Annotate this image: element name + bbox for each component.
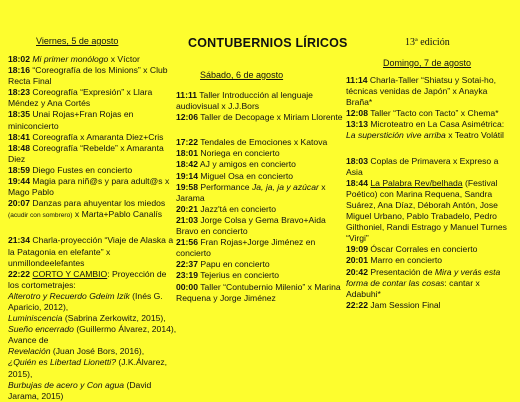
schedule-text: Marro en concierto <box>367 255 443 266</box>
schedule-time: 12:08 <box>346 108 368 119</box>
schedule-text: Noriega en concierto <box>197 148 280 159</box>
schedule-text: Jorge Colsa y Gema Bravo+Aida Bravo en concierto <box>176 214 326 237</box>
schedule-text: Presentación de <box>367 266 435 277</box>
schedule-item <box>8 357 178 379</box>
schedule-time: 22:22 <box>8 268 30 279</box>
schedule-time: 00:00 <box>176 281 198 292</box>
schedule-text: x Jarama <box>176 181 326 203</box>
schedule-text: Coreografía x Amaranta Diez+Cris <box>29 131 164 142</box>
schedule-time: 11:11 <box>176 90 198 100</box>
schedule-title: La superstición vive arriba <box>346 130 446 141</box>
schedule-text: Tendales de Emociones x Katova <box>197 137 328 148</box>
schedule-item <box>176 90 346 112</box>
schedule-item <box>346 300 516 311</box>
schedule-text: “Coreografía de los Minions” x Club Recta Final <box>8 65 168 87</box>
schedule-item <box>8 346 178 357</box>
schedule-item <box>8 198 178 221</box>
schedule-text: (Guillermo Álvarez, 2014), Avance de <box>8 324 177 346</box>
schedule-item <box>346 255 516 266</box>
schedule-time: 18:44 <box>346 177 368 188</box>
schedule-text: Taller “Tacto con Tacto” x Chema* <box>367 108 499 119</box>
schedule-time: 20:07 <box>8 198 30 209</box>
schedule-item <box>8 313 178 324</box>
schedule-item <box>176 259 346 270</box>
schedule-highlight: CORTO Y CAMBIO <box>32 268 108 279</box>
schedule-note: (acudir con sombrero) <box>8 212 73 220</box>
schedule-text: Microteatro en La Casa Asimétrica: <box>367 119 505 130</box>
schedule-title: Mi primer monólogo <box>32 54 109 64</box>
schedule-time: 23:19 <box>176 270 198 281</box>
schedule-item <box>176 112 346 123</box>
schedule-text: (Festival Poético) con Marina Requena, Sandra Suárez, Ana Díaz, Déborah Antón, Jose Miguel Urbano, Pablo Trabadelo, Pedro Gilthoniel, Randi Estrago y Manuel Turnes “Virgi” <box>346 177 507 244</box>
sunday-schedule <box>346 75 516 311</box>
schedule-item <box>8 165 178 176</box>
schedule-item <box>176 171 346 182</box>
schedule-time: 18:48 <box>8 142 30 153</box>
schedule-gap <box>346 142 516 156</box>
schedule-text: Coreografía “Rebelde” x Amaranta Diez <box>8 142 164 164</box>
schedule-title: Revelación <box>8 346 51 357</box>
schedule-item <box>8 132 178 143</box>
schedule-item <box>8 291 178 313</box>
schedule-time: 18:02 <box>8 54 30 64</box>
schedule-text: (Sabrina Zerkowitz, 2015), <box>62 313 166 324</box>
schedule-item <box>8 65 178 87</box>
schedule-text: Óscar Corrales en concierto <box>367 244 478 255</box>
schedule-gap <box>176 123 346 137</box>
edition-label: 13ª edición <box>405 37 450 48</box>
schedule-time: 18:35 <box>8 109 30 120</box>
schedule-time: 21:34 <box>8 235 30 246</box>
schedule-time: 20:01 <box>346 255 368 266</box>
schedule-time: 18:42 <box>176 159 198 170</box>
schedule-title: Luminiscencia <box>8 313 63 324</box>
friday-heading: Viernes, 5 de agosto <box>36 36 119 46</box>
schedule-item <box>176 270 346 281</box>
schedule-time: 18:23 <box>8 87 30 98</box>
schedule-item <box>346 119 516 141</box>
friday-schedule <box>8 54 178 402</box>
schedule-item <box>346 178 516 245</box>
schedule-text: Taller “Contubernio Milenio” x Marina Requena y Jorge Jiménez <box>176 281 341 303</box>
sunday-heading: Domingo, 7 de agosto <box>383 58 472 68</box>
schedule-time: 11:14 <box>346 75 368 85</box>
schedule-item <box>176 137 346 148</box>
schedule-text: Coplas de Primavera x Expreso a Asia <box>346 155 499 177</box>
schedule-title: Alterotro y Recuerdo Gdeim Izik <box>8 290 130 301</box>
saturday-schedule <box>176 90 346 304</box>
schedule-item <box>176 148 346 159</box>
schedule-item <box>8 235 178 268</box>
schedule-item <box>346 267 516 300</box>
schedule-time: 18:59 <box>8 164 30 175</box>
schedule-text: x Marta+Pablo Canalís <box>72 209 163 220</box>
schedule-time: 22:37 <box>176 259 198 270</box>
schedule-time: 19:44 <box>8 176 30 187</box>
schedule-text: x Teatro Volátil <box>445 130 504 141</box>
schedule-title: Burbujas de acero y Con agua <box>8 379 125 390</box>
schedule-time: 21:03 <box>176 214 198 225</box>
schedule-text: Charla-proyección “Viaje de Alaska a la Patagonia en elefante” x unmillondeelefantes <box>8 235 174 268</box>
schedule-text: Jazz'tá en concierto <box>197 203 277 214</box>
schedule-text: Danzas para ahuyentar los miedos <box>29 198 166 209</box>
schedule-time: 19:09 <box>346 244 368 255</box>
schedule-item <box>346 244 516 255</box>
schedule-text: (David Jarama, 2015) <box>8 379 152 401</box>
schedule-item <box>176 204 346 215</box>
schedule-time: 20:42 <box>346 266 368 277</box>
schedule-item <box>8 143 178 165</box>
schedule-item <box>176 282 346 304</box>
schedule-time: 20:21 <box>176 203 198 214</box>
schedule-text: Papu en concierto <box>197 259 270 270</box>
schedule-item <box>176 237 346 259</box>
saturday-heading: Sábado, 6 de agosto <box>200 70 284 80</box>
schedule-text: Taller Introducción al lenguaje audiovisual x J.J.Bors <box>176 90 313 112</box>
schedule-text: Unai Rojas+Fran Rojas en miniconcierto <box>8 109 134 131</box>
schedule-gap <box>8 221 178 235</box>
schedule-time: 22:22 <box>346 299 368 310</box>
schedule-text: Miguel Osa en concierto <box>197 170 294 181</box>
schedule-item <box>346 156 516 178</box>
schedule-time: 18:03 <box>346 155 368 166</box>
schedule-text: (J.K.Álvarez, 2015), <box>8 357 168 379</box>
schedule-highlight: La Palabra Rev/belhada <box>370 177 463 188</box>
schedule-item <box>8 380 178 402</box>
schedule-time: 19:14 <box>176 170 198 181</box>
schedule-text: (Inés G. Aparicio, 2012), <box>8 290 163 312</box>
schedule-text: Taller de Decopage x Miriam Llorente <box>197 112 343 123</box>
schedule-item <box>346 75 516 108</box>
schedule-text: AJ y amigos en concierto <box>197 159 296 170</box>
schedule-item <box>8 269 178 291</box>
schedule-text: Charla-Taller “Shiatsu y Sotai-ho, técnicas venidas de Japón” x Anayka Braña* <box>346 75 496 108</box>
schedule-text: Tejerius en concierto <box>197 270 280 281</box>
schedule-title: ¿Quién es Libertad Lionetti? <box>8 357 116 368</box>
schedule-item <box>8 324 178 346</box>
schedule-item <box>176 182 346 204</box>
schedule-time: 12:06 <box>176 112 198 123</box>
program-title: CONTUBERNIOS LÍRICOS <box>188 36 348 50</box>
schedule-time: 18:01 <box>176 148 198 159</box>
schedule-title: Sueño encerrado <box>8 324 74 335</box>
schedule-time: 19:58 <box>176 181 198 192</box>
schedule-time: 13:13 <box>346 119 368 130</box>
schedule-text: Jam Session Final <box>367 299 441 310</box>
schedule-item <box>8 87 178 109</box>
schedule-time: 18:16 <box>8 65 30 76</box>
schedule-text: Magia para niñ@s y para adult@s x Mago Pablo <box>8 176 170 198</box>
schedule-item <box>8 109 178 131</box>
schedule-item <box>346 108 516 119</box>
schedule-item <box>8 54 178 65</box>
schedule-text: Fran Rojas+Jorge Jiménez en concierto <box>176 237 316 259</box>
schedule-text: : Proyección de los cortometrajes: <box>8 268 167 290</box>
schedule-title: Ja, ja, ja y azúcar <box>251 181 319 192</box>
schedule-item <box>176 215 346 237</box>
schedule-text: x Víctor <box>108 54 140 64</box>
schedule-item <box>8 176 178 198</box>
schedule-text: Performance <box>197 181 252 192</box>
schedule-time: 21:56 <box>176 237 198 248</box>
schedule-text: : cantar x Adabuhi* <box>346 277 480 299</box>
schedule-time: 17:22 <box>176 137 198 148</box>
schedule-item <box>176 159 346 170</box>
schedule-text: (Juan José Bors, 2016), <box>50 346 145 357</box>
schedule-text: Diego Fustes en concierto <box>29 164 133 175</box>
schedule-text: Coreografía “Expresión” x Llara Méndez y Ana Cortés <box>8 87 153 109</box>
schedule-time: 18:41 <box>8 131 30 142</box>
schedule-title: Mira y verás esta forma de contar las cosas <box>346 266 501 288</box>
